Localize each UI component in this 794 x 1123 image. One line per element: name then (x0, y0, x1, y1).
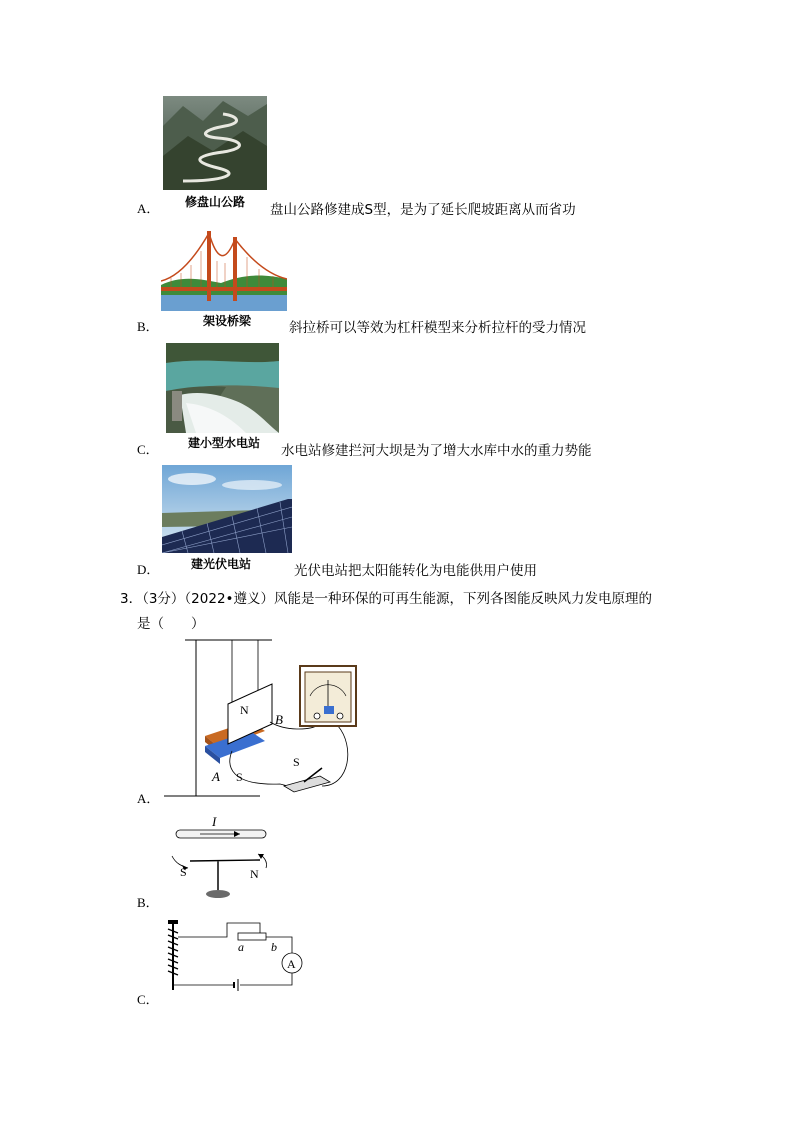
ammeter-label: A (287, 957, 296, 971)
needle-s-label: S (180, 865, 187, 879)
mountain-road-photo (163, 96, 267, 190)
oersted-experiment-diagram (160, 810, 275, 905)
image-caption: 建光伏电站 (191, 557, 252, 571)
rheostat-b-label: b (271, 940, 277, 954)
point-a-label: A (212, 769, 220, 784)
induction-experiment-diagram (160, 636, 360, 801)
option-letter: C． (137, 992, 159, 1007)
electromagnet-circuit-diagram (160, 915, 310, 997)
image-caption: 架设桥梁 (203, 314, 252, 328)
option-letter: A． (137, 201, 160, 216)
current-label: I (212, 814, 217, 829)
image-caption: 建小型水电站 (188, 436, 261, 450)
solar-panel-photo (162, 465, 292, 553)
magnet-s-label: S (236, 770, 243, 784)
rheostat-a-label: a (238, 940, 244, 954)
option-letter: C． (137, 442, 159, 457)
needle-n-label: N (250, 867, 259, 881)
magnet-n-label: N (240, 703, 249, 717)
option-letter: B． (137, 319, 159, 334)
option-letter: B． (137, 895, 159, 910)
question-stem: 3．（3分）（2022•遵义）风能是一种环保的可再生能源，下列各图能反映风力发电原理的 (120, 591, 652, 607)
switch-label: S (293, 755, 300, 769)
dam-photo (166, 343, 279, 433)
point-b-label: B (275, 712, 283, 727)
option-letter: D． (137, 562, 160, 577)
option-letter: A． (137, 791, 160, 806)
bridge-illustration (161, 223, 287, 311)
image-caption: 修盘山公路 (185, 195, 246, 209)
option-statement: 盘山公路修建成S型，是为了延长爬坡距离从而省功 (270, 202, 576, 218)
option-statement: 光伏电站把太阳能转化为电能供用户使用 (294, 563, 537, 579)
question-stem-continued: 是（ ） (137, 616, 205, 632)
option-statement: 斜拉桥可以等效为杠杆模型来分析拉杆的受力情况 (289, 320, 586, 336)
option-statement: 水电站修建拦河大坝是为了增大水库中水的重力势能 (281, 443, 592, 459)
